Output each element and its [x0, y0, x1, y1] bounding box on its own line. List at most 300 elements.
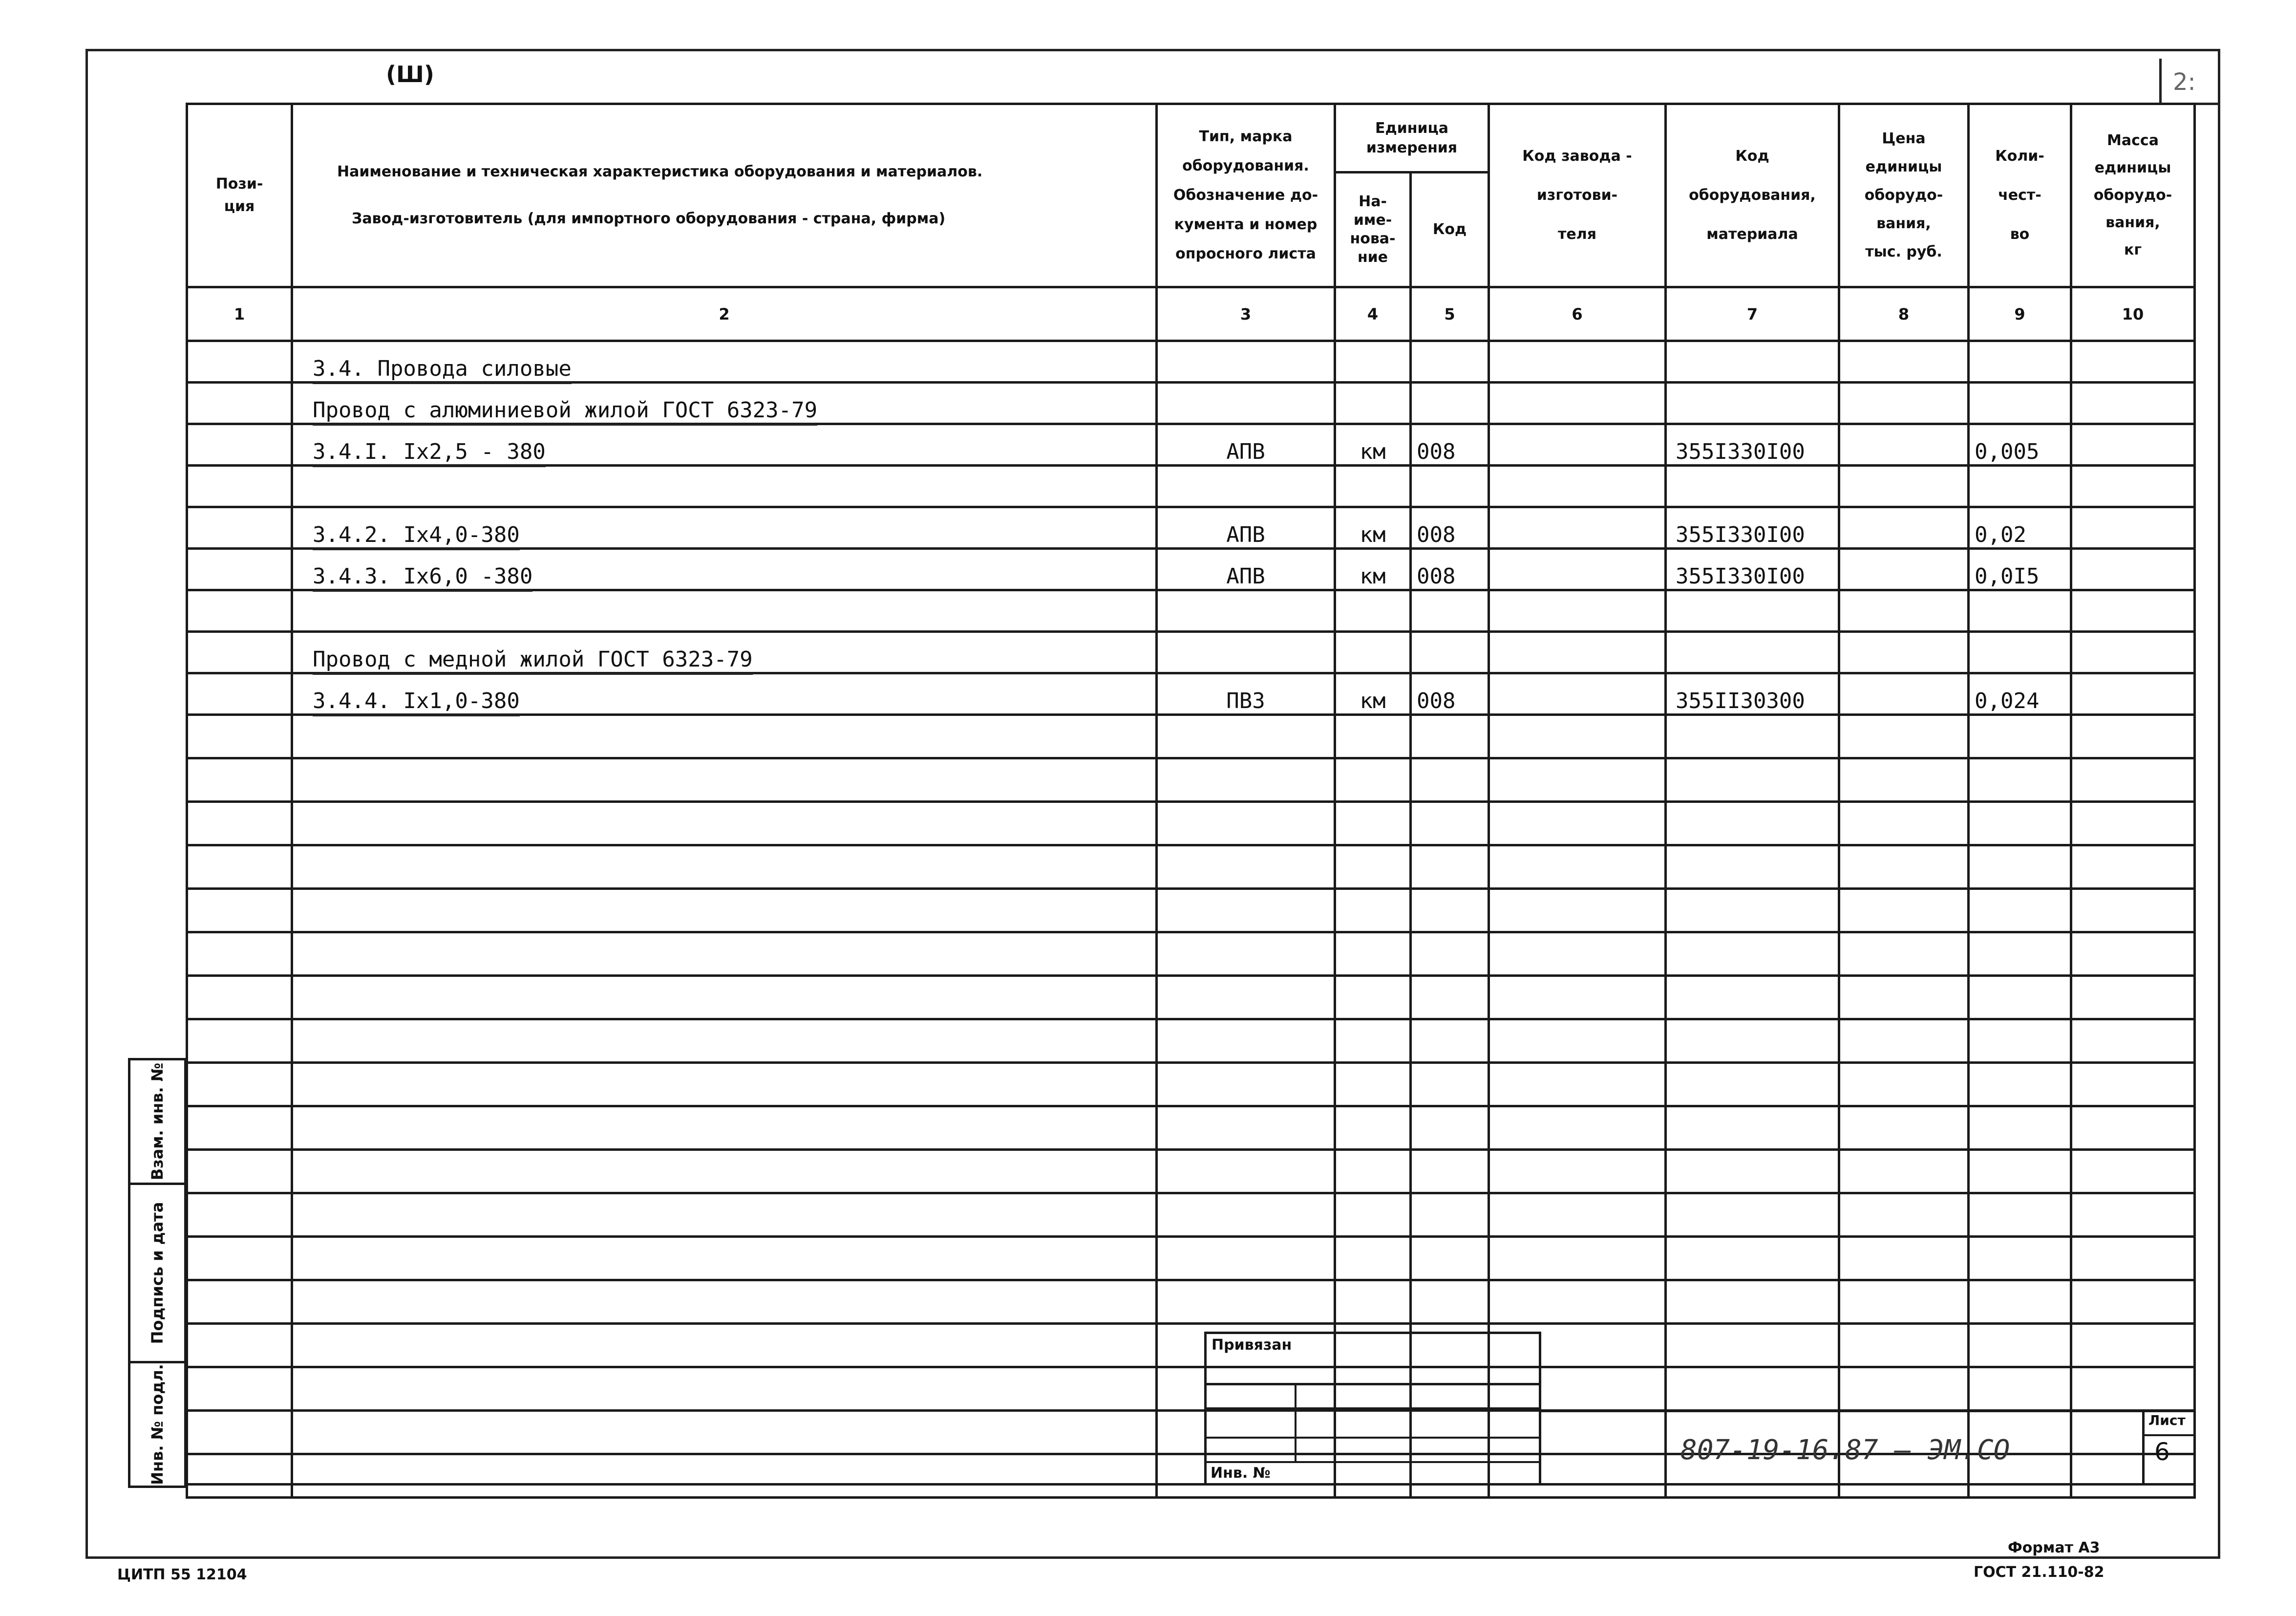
cell-unit-code [1411, 932, 1489, 976]
section-mark: (Ш) [386, 61, 434, 87]
cell-unit-code [1411, 715, 1489, 758]
cell-position [187, 549, 292, 590]
col-num-9: 9 [1969, 287, 2071, 341]
cell-unit-name [1335, 1237, 1411, 1280]
cell-quantity [1969, 1063, 2071, 1106]
table-row [187, 1367, 2195, 1411]
cell-price [1839, 1150, 1969, 1193]
cell-mass [2071, 889, 2195, 932]
cell-unit-name [1335, 1063, 1411, 1106]
cell-price [1839, 845, 1969, 889]
cell-mass [2071, 1106, 2195, 1150]
header-price: Цена единицы оборудо- вания, тыс. руб. [1839, 104, 1969, 287]
cell-unit-name [1335, 845, 1411, 889]
bottom-frame-line [186, 1483, 2196, 1486]
cell-price [1839, 802, 1969, 845]
privyazan-vline-1 [1295, 1383, 1297, 1461]
table-row [187, 590, 2195, 632]
cell-equipment-code [1666, 1237, 1839, 1280]
cell-price [1839, 1324, 1969, 1367]
cell-type [1157, 590, 1335, 632]
cell-unit-name [1335, 976, 1411, 1019]
cell-unit-name [1335, 932, 1411, 976]
header-mass: Масса единицы оборудо- вания, кг [2071, 104, 2195, 287]
cell-factory-code [1489, 1150, 1666, 1193]
privyazan-vline-2 [1409, 1383, 1411, 1486]
inv-no-label: Инв. № [1211, 1465, 1271, 1482]
cell-factory-code [1489, 845, 1666, 889]
cell-factory-code [1489, 549, 1666, 590]
cell-position [187, 1106, 292, 1150]
specification-table [186, 103, 2196, 1499]
cell-factory-code [1489, 383, 1666, 424]
cell-mass [2071, 341, 2195, 383]
cell-quantity [1969, 1150, 2071, 1193]
cell-name [292, 1367, 1157, 1411]
cell-equipment-code: 355I330I00 [1666, 549, 1839, 590]
cell-type [1157, 1063, 1335, 1106]
cell-unit-name [1335, 466, 1411, 507]
cell-mass [2071, 845, 2195, 889]
cell-price [1839, 549, 1969, 590]
sheet-label: Лист [2148, 1412, 2186, 1428]
cell-equipment-code [1666, 845, 1839, 889]
cell-position [187, 673, 292, 715]
cell-unit-code: 008 [1411, 673, 1489, 715]
cell-name [292, 1150, 1157, 1193]
header-factory-code: Код завода - изготови- теля [1489, 104, 1666, 287]
cell-factory-code [1489, 632, 1666, 673]
cell-unit-code [1411, 466, 1489, 507]
col-num-2: 2 [292, 287, 1157, 341]
cell-name [292, 1324, 1157, 1367]
cell-quantity [1969, 976, 2071, 1019]
cell-unit-code [1411, 889, 1489, 932]
cell-unit-code [1411, 1106, 1489, 1150]
table-row [187, 383, 2195, 424]
cell-price [1839, 673, 1969, 715]
cell-position [187, 632, 292, 673]
cell-type: ПВЗ [1157, 673, 1335, 715]
cell-factory-code [1489, 715, 1666, 758]
cell-equipment-code [1666, 1193, 1839, 1237]
table-row [187, 549, 2195, 590]
cell-factory-code [1489, 976, 1666, 1019]
cell-price [1839, 889, 1969, 932]
cell-unit-code [1411, 976, 1489, 1019]
cell-unit-code: 008 [1411, 549, 1489, 590]
cell-type [1157, 1237, 1335, 1280]
table-row [187, 424, 2195, 466]
cell-unit-name [1335, 1193, 1411, 1237]
cell-unit-name [1335, 1019, 1411, 1063]
col-num-7: 7 [1666, 287, 1839, 341]
cell-name [292, 1063, 1157, 1106]
cell-position [187, 341, 292, 383]
table-row [187, 1280, 2195, 1324]
cell-quantity [1969, 590, 2071, 632]
cell-mass [2071, 673, 2195, 715]
row-name-text: 3.4.2. Iх4,0-380 [313, 522, 520, 550]
cell-position [187, 1019, 292, 1063]
cell-unit-code [1411, 802, 1489, 845]
cell-position [187, 845, 292, 889]
cell-equipment-code [1666, 1280, 1839, 1324]
cell-position [187, 1193, 292, 1237]
footer-left-code: ЦИТП 55 12104 [117, 1566, 247, 1583]
footer-gost: ГОСТ 21.110-82 [1974, 1564, 2105, 1581]
cell-name [292, 932, 1157, 976]
cell-name [292, 845, 1157, 889]
cell-position [187, 889, 292, 932]
cell-unit-name: км [1335, 549, 1411, 590]
cell-unit-name [1335, 802, 1411, 845]
page-corner-number: 2: [2173, 68, 2196, 96]
row-name-text: Провод с алюминиевой жилой ГОСТ 6323-79 [313, 398, 817, 426]
table-row [187, 1237, 2195, 1280]
table-row [187, 976, 2195, 1019]
privyazan-hline-1 [1204, 1383, 1541, 1385]
cell-factory-code [1489, 1193, 1666, 1237]
cell-mass [2071, 1019, 2195, 1063]
cell-price [1839, 976, 1969, 1019]
cell-type [1157, 1280, 1335, 1324]
header-unit: Единица измерения [1335, 104, 1489, 172]
cell-unit-name [1335, 1150, 1411, 1193]
cell-mass [2071, 758, 2195, 802]
table-row [187, 758, 2195, 802]
privyazan-vline-3 [1488, 1383, 1489, 1486]
cell-unit-code [1411, 341, 1489, 383]
cell-type [1157, 632, 1335, 673]
cell-quantity [1969, 341, 2071, 383]
table-row [187, 932, 2195, 976]
cell-unit-name [1335, 758, 1411, 802]
document-number: 807-19-16.87 — ЭМ.СО [1680, 1434, 2010, 1466]
cell-price [1839, 1106, 1969, 1150]
cell-name [292, 1193, 1157, 1237]
cell-type [1157, 1193, 1335, 1237]
cell-equipment-code: 355I330I00 [1666, 507, 1839, 549]
cell-price [1839, 424, 1969, 466]
cell-position [187, 590, 292, 632]
table-row [187, 341, 2195, 383]
cell-name [292, 1454, 1157, 1498]
cell-position [187, 1454, 292, 1498]
cell-equipment-code [1666, 932, 1839, 976]
cell-price [1839, 507, 1969, 549]
cell-name [292, 341, 1157, 383]
cell-unit-code [1411, 383, 1489, 424]
cell-type [1157, 1019, 1335, 1063]
cell-type [1157, 383, 1335, 424]
cell-equipment-code: 355I330I00 [1666, 424, 1839, 466]
cell-type [1157, 976, 1335, 1019]
cell-quantity [1969, 1019, 2071, 1063]
cell-mass [2071, 1193, 2195, 1237]
cell-quantity [1969, 889, 2071, 932]
cell-quantity [1969, 466, 2071, 507]
row-name-text: 3.4.I. Iх2,5 - 380 [313, 439, 546, 467]
cell-price [1839, 1237, 1969, 1280]
cell-mass [2071, 383, 2195, 424]
cell-quantity [1969, 1280, 2071, 1324]
cell-equipment-code [1666, 466, 1839, 507]
cell-price [1839, 383, 1969, 424]
cell-equipment-code [1666, 715, 1839, 758]
table-row [187, 1063, 2195, 1106]
cell-price [1839, 1367, 1969, 1411]
cell-unit-name [1335, 1280, 1411, 1324]
cell-type: АПВ [1157, 549, 1335, 590]
cell-name [292, 1106, 1157, 1150]
cell-factory-code [1489, 1019, 1666, 1063]
table-row [187, 1019, 2195, 1063]
cell-mass [2071, 507, 2195, 549]
cell-name [292, 549, 1157, 590]
cell-quantity: 0,024 [1969, 673, 2071, 715]
table-row [187, 466, 2195, 507]
header-name [292, 104, 1157, 287]
cell-quantity [1969, 1106, 2071, 1150]
header-type: Тип, марка оборудования. Обозначение до- кумента и номер опросного листа [1157, 104, 1335, 287]
cell-mass [2071, 590, 2195, 632]
cell-equipment-code [1666, 976, 1839, 1019]
cell-mass [2071, 424, 2195, 466]
cell-price [1839, 466, 1969, 507]
col-num-10: 10 [2071, 287, 2195, 341]
cell-equipment-code: 355II30300 [1666, 673, 1839, 715]
cell-equipment-code [1666, 1063, 1839, 1106]
col-num-3: 3 [1157, 287, 1335, 341]
cell-name [292, 889, 1157, 932]
side-stamp-inv-label: Инв. № подл. [148, 1364, 167, 1485]
cell-type [1157, 341, 1335, 383]
cell-mass [2071, 1237, 2195, 1280]
table-row [187, 845, 2195, 889]
cell-quantity: 0,005 [1969, 424, 2071, 466]
cell-mass [2071, 1150, 2195, 1193]
cell-type [1157, 466, 1335, 507]
corner-box [2159, 59, 2220, 105]
cell-name [292, 673, 1157, 715]
cell-price [1839, 758, 1969, 802]
cell-unit-name [1335, 383, 1411, 424]
cell-type [1157, 802, 1335, 845]
cell-position [187, 1237, 292, 1280]
cell-position [187, 1367, 292, 1411]
cell-name [292, 632, 1157, 673]
cell-quantity: 0,02 [1969, 507, 2071, 549]
cell-mass [2071, 549, 2195, 590]
header-unit-name: На- име- нова- ние [1335, 172, 1411, 287]
cell-type [1157, 715, 1335, 758]
cell-position [187, 383, 292, 424]
footer-format: Формат А3 [2008, 1539, 2100, 1556]
cell-equipment-code [1666, 1019, 1839, 1063]
row-name-text: 3.4.3. Iх6,0 -380 [313, 564, 532, 592]
cell-unit-name: км [1335, 424, 1411, 466]
cell-factory-code [1489, 466, 1666, 507]
header-position: Пози- ция [187, 104, 292, 287]
cell-factory-code [1489, 673, 1666, 715]
cell-unit-name: км [1335, 507, 1411, 549]
cell-type [1157, 889, 1335, 932]
cell-unit-name [1335, 341, 1411, 383]
side-stamp-vzam [128, 1058, 187, 1185]
cell-position [187, 1324, 292, 1367]
cell-equipment-code [1666, 1324, 1839, 1367]
cell-equipment-code [1666, 1367, 1839, 1411]
col-num-4: 4 [1335, 287, 1411, 341]
cell-equipment-code [1666, 590, 1839, 632]
table-row [187, 802, 2195, 845]
side-stamp-vzam-label: Взам. инв. № [148, 1062, 167, 1181]
cell-position [187, 424, 292, 466]
cell-position [187, 507, 292, 549]
cell-quantity [1969, 758, 2071, 802]
row-name-text: 3.4.4. Iх1,0-380 [313, 689, 520, 716]
cell-position [187, 1150, 292, 1193]
cell-name [292, 1280, 1157, 1324]
header-row [187, 104, 2195, 172]
cell-type [1157, 1150, 1335, 1193]
cell-mass [2071, 932, 2195, 976]
cell-name [292, 1237, 1157, 1280]
sheet-box-divider [2142, 1434, 2196, 1436]
cell-unit-code [1411, 1019, 1489, 1063]
table-body [187, 341, 2195, 1498]
cell-factory-code [1489, 507, 1666, 549]
cell-name [292, 1411, 1157, 1454]
cell-unit-name: км [1335, 673, 1411, 715]
cell-position [187, 1411, 292, 1454]
cell-unit-code: 008 [1411, 424, 1489, 466]
cell-price [1839, 590, 1969, 632]
side-stamp-podpis-label: Подпись и дата [148, 1202, 167, 1344]
cell-unit-code [1411, 1063, 1489, 1106]
cell-type [1157, 1106, 1335, 1150]
cell-unit-code [1411, 845, 1489, 889]
cell-name [292, 507, 1157, 549]
row-name-text: 3.4. Провода силовые [313, 356, 572, 384]
cell-quantity [1969, 932, 2071, 976]
cell-quantity [1969, 715, 2071, 758]
cell-mass [2071, 1280, 2195, 1324]
cell-type: АПВ [1157, 507, 1335, 549]
cell-mass [2071, 976, 2195, 1019]
cell-quantity [1969, 845, 2071, 889]
privyazan-hline-3 [1204, 1437, 1541, 1439]
cell-quantity [1969, 1367, 2071, 1411]
cell-factory-code [1489, 1237, 1666, 1280]
cell-position [187, 802, 292, 845]
cell-price [1839, 1280, 1969, 1324]
table-row [187, 673, 2195, 715]
header-quantity: Коли- чест- во [1969, 104, 2071, 287]
cell-equipment-code [1666, 889, 1839, 932]
cell-unit-name [1335, 632, 1411, 673]
privyazan-label: Привязан [1212, 1336, 1292, 1354]
col-num-5: 5 [1411, 287, 1489, 341]
cell-factory-code [1489, 1106, 1666, 1150]
table-row [187, 715, 2195, 758]
table-row [187, 1193, 2195, 1237]
table-row [187, 507, 2195, 549]
cell-factory-code [1489, 341, 1666, 383]
cell-unit-code [1411, 1280, 1489, 1324]
cell-quantity [1969, 1324, 2071, 1367]
cell-position [187, 1280, 292, 1324]
cell-position [187, 466, 292, 507]
table-row [187, 632, 2195, 673]
table-row [187, 1324, 2195, 1367]
col-num-6: 6 [1489, 287, 1666, 341]
cell-position [187, 758, 292, 802]
cell-price [1839, 341, 1969, 383]
cell-equipment-code [1666, 383, 1839, 424]
row-name-text: Провод с медной жилой ГОСТ 6323-79 [313, 647, 753, 675]
cell-unit-name [1335, 715, 1411, 758]
cell-unit-code [1411, 758, 1489, 802]
cell-position [187, 715, 292, 758]
cell-type [1157, 758, 1335, 802]
cell-unit-code [1411, 590, 1489, 632]
cell-name [292, 424, 1157, 466]
cell-equipment-code [1666, 758, 1839, 802]
cell-equipment-code [1666, 1106, 1839, 1150]
cell-price [1839, 932, 1969, 976]
table-row [187, 889, 2195, 932]
table-row [187, 1150, 2195, 1193]
cell-factory-code [1489, 1063, 1666, 1106]
cell-price [1839, 1063, 1969, 1106]
cell-equipment-code [1666, 632, 1839, 673]
cell-name [292, 802, 1157, 845]
privyazan-hline-2 [1204, 1407, 1541, 1409]
cell-factory-code [1489, 932, 1666, 976]
cell-name [292, 715, 1157, 758]
col-num-8: 8 [1839, 287, 1969, 341]
cell-position [187, 976, 292, 1019]
sheet-number: 6 [2154, 1438, 2170, 1466]
cell-unit-code [1411, 1237, 1489, 1280]
cell-type [1157, 845, 1335, 889]
header-equipment-code: Код оборудования, материала [1666, 104, 1839, 287]
header-unit-code: Код [1411, 172, 1489, 287]
cell-mass [2071, 715, 2195, 758]
cell-equipment-code [1666, 341, 1839, 383]
cell-type [1157, 932, 1335, 976]
column-number-row [187, 287, 2195, 341]
col-num-1: 1 [187, 287, 292, 341]
cell-quantity [1969, 383, 2071, 424]
cell-factory-code [1489, 424, 1666, 466]
cell-factory-code [1489, 889, 1666, 932]
privyazan-hline-4 [1204, 1461, 1541, 1463]
cell-factory-code [1489, 802, 1666, 845]
cell-price [1839, 632, 1969, 673]
cell-mass [2071, 802, 2195, 845]
cell-name [292, 590, 1157, 632]
cell-price [1839, 715, 1969, 758]
cell-unit-code [1411, 632, 1489, 673]
cell-unit-code: 008 [1411, 507, 1489, 549]
cell-type: АПВ [1157, 424, 1335, 466]
cell-position [187, 932, 292, 976]
cell-unit-code [1411, 1150, 1489, 1193]
side-stamp-inv [128, 1361, 187, 1488]
